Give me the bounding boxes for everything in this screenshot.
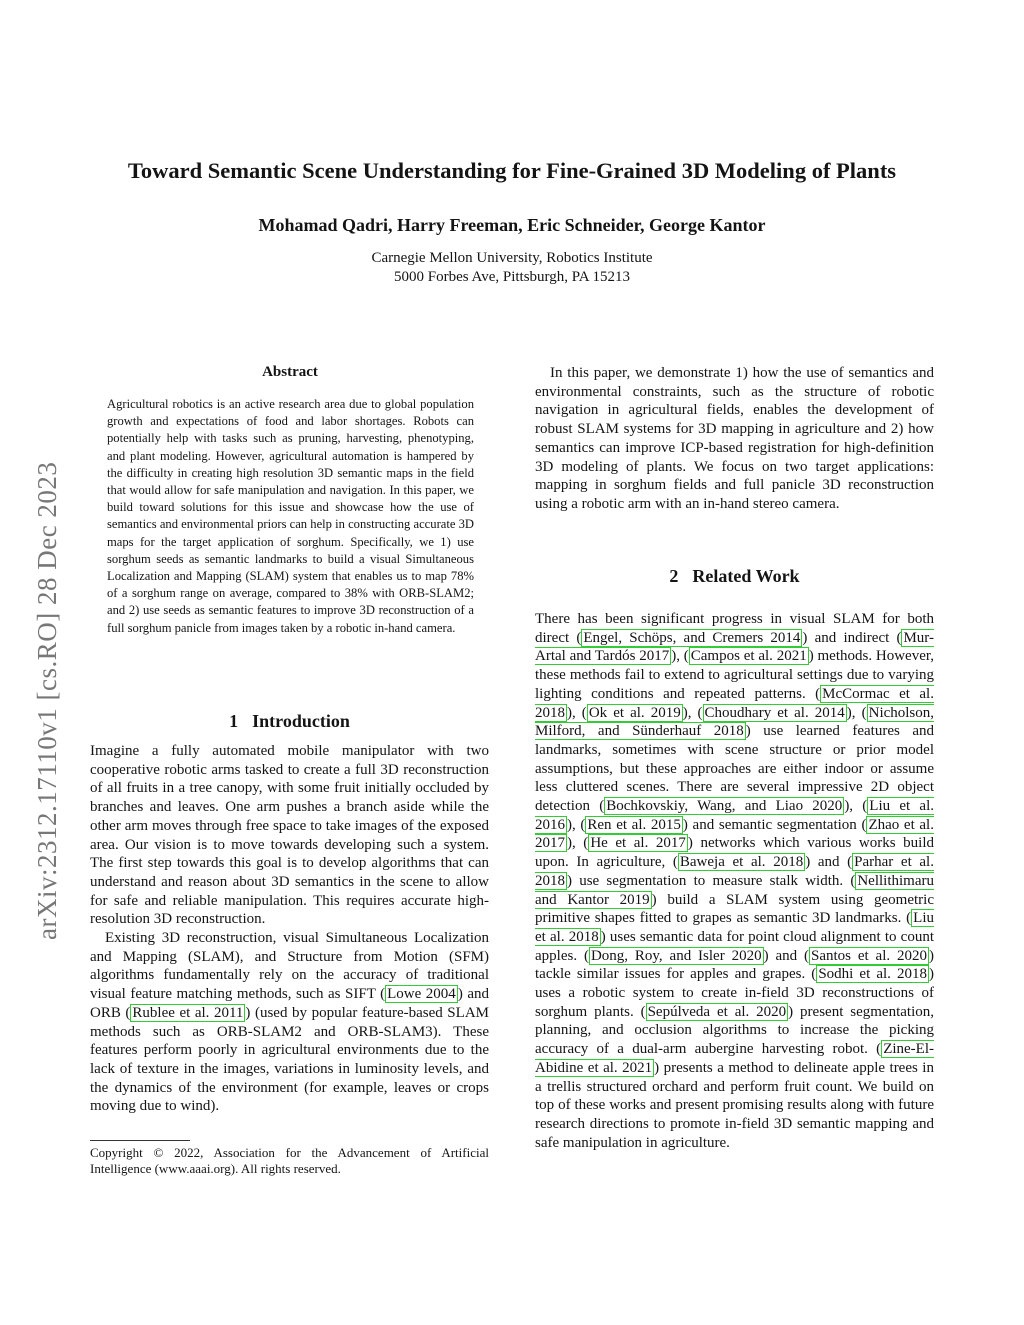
citation-link[interactable]: Campos et al. 2021 — [690, 648, 807, 665]
affiliation-line-1: Carnegie Mellon University, Robotics Institute — [371, 250, 653, 266]
citation-link[interactable]: Sepúlveda et al. 2020 — [647, 1003, 787, 1020]
copyright-notice: Copyright © 2022, Association for the Advancement of Artificial Intelligence (www.aaai.org). All rights reserved. — [90, 1145, 489, 1176]
citation-link[interactable]: Nellithimaru and Kantor 2019 — [535, 872, 934, 908]
citation-link[interactable]: Dong, Roy, and Isler 2020 — [590, 947, 762, 964]
citation-link[interactable]: Engel, Schöps, and Cremers 2014 — [583, 629, 801, 646]
citation-link[interactable]: Santos et al. 2020 — [810, 947, 927, 964]
arxiv-identifier: arXiv:2312.17110v1 [cs.RO] 28 Dec 2023 — [32, 461, 62, 940]
related-work-paragraph: There has been significant progress in visual SLAM for both direct ( Engel, Schöps, and Cremers 2014 ) and indirect ( Mur-Artal and Tardós 2017 ), ( Campos et al. 2021 ) methods. However, these methods fail to extend to agricultural settings due to varying lighting conditions and repeated patterns. ( McCormac et al. 2018 ), ( Ok et al. 2019 ), ( Choudhary et al. 2014 ), ( Nicholson, Milford, and Sünderhauf 2018 ) use learned features and landmarks, sometimes with scene structure or prior model assumptions, but these approaches are either indoor or assume less cluttered scenes. There are several impressive 2D object detection ( Bochkovskiy, Wang, and Liao 2020 ), ( Liu et al. 2016 ), ( Ren et al. 2015 ) and semantic segmentation ( Zhao et al. 2017 ), ( He et al. 2017 ) networks which various works build upon. In agriculture, ( Baweja et al. 2018 ) and ( Parhar et al. 2018 ) use segmentation to measure stalk width. ( Nellithimaru and Kantor 2019 ) build a SLAM system using geometric primitive shapes fitted to grapes as semantic 3D landmarks. ( Liu et al. 2018 ) uses semantic data for point cloud alignment to count apples. ( Dong, Roy, and Isler 2020 ) and ( Santos et al. 2020 ) tackle similar issues for apples and grapes. ( Sodhi et al. 2018 ) uses a robotic system to create in-field 3D reconstructions of sorghum plants. ( Sepúlveda et al. 2020 ) present segmentation, planning, and occlusion algorithms to increase the picking accuracy of a dual-arm aubergine harvesting robot. ( Zine-El-Abidine et al. 2021 ) presents a method to delineate apple trees in a trellis structured orchard and perform fruit count. We build on top of these works and present promising results along with future research directions to promote in-field 3D semantic mapping and safe manipulation in agriculture. — [535, 611, 935, 1151]
citation-link[interactable]: Rublee et al. 2011 — [132, 1004, 244, 1021]
abstract-text — [107, 396, 474, 637]
citation-link[interactable]: Sodhi et al. 2018 — [818, 966, 927, 983]
citation-link[interactable]: Ren et al. 2015 — [587, 816, 681, 833]
footnote-divider — [90, 1140, 190, 1141]
citation-link[interactable]: Lowe 2004 — [387, 986, 456, 1003]
intro-paragraph-2: Existing 3D reconstruction, visual Simultaneous Localization and Mapping (SLAM), and Structure from Motion (SFM) algorithms fundamentally rely on the accuracy of traditional visual feature matching methods, such as SIFT ( Lowe 2004 ) and ORB ( Rublee et al. 2011 ) (used by popular feature-based SLAM methods such as ORB-SLAM2 and ORB-SLAM3). These features perform poorly in agricultural environments due to the lack of texture in the images, variations in luminosity levels, and the dynamics of the environment (for example, leaves or crops moving due to wind). — [90, 930, 489, 1115]
citation-link[interactable]: Nicholson, Milford, and Sünderhauf 2018 — [535, 704, 935, 740]
section-heading-related-work — [535, 566, 934, 587]
intro-paragraph-1: Imagine a fully automated mobile manipulator with two cooperative robotic arms tasked to create a full 3D reconstruction of all fruits in a tree canopy, with some fruit initially occluded by branches and leaves. One arm pushes a branch aside while the other arm moves through free space to take images of the exposed area. Our vision is to move towards developing such a system. The first step towards this goal is to develop algorithms that can understand and reason about 3D semantics in the scene to allow for safe and reliable manipulation. This requires accurate high-resolution 3D reconstruction. — [90, 743, 489, 928]
paper-title: Toward Semantic Scene Understanding for Fine-Grained 3D Modeling of Plants — [127, 158, 897, 183]
affiliation-line-2: 5000 Forbes Ave, Pittsburgh, PA 15213 — [393, 269, 630, 285]
related-work-body — [535, 610, 934, 1152]
citation-link[interactable]: Baweja et al. 2018 — [679, 854, 804, 871]
citation-link[interactable]: He et al. 2017 — [590, 835, 686, 852]
citation-link[interactable]: Zhao et al. 2017 — [535, 816, 934, 852]
section-title: Related Work — [692, 566, 800, 586]
citation-link[interactable]: Choudhary et al. 2014 — [704, 704, 845, 721]
introduction-body — [90, 742, 489, 1116]
citation-link[interactable]: Mur-Artal and Tardós 2017 — [535, 629, 934, 665]
section-heading-introduction — [90, 711, 489, 732]
section-number: 1 — [229, 711, 239, 731]
citation-link[interactable]: McCormac et al. 2018 — [535, 685, 934, 721]
author-list: Mohamad Qadri, Harry Freeman, Eric Schneider, George Kantor — [258, 215, 766, 235]
right-intro-paragraph: In this paper, we demonstrate 1) how the use of semantics and environmental constraints, such as the structure of robotic navigation in agricultural fields, enables the development of robust SLAM systems for 3D mapping in agriculture and 2) how semantics can improve ICP-based registration for high-definition 3D modeling of plants. We focus on two target applications: mapping in sorghum fields and full panicle 3D reconstruction using a robotic arm with an in-hand stereo camera. — [535, 365, 934, 512]
affiliation — [60, 249, 964, 287]
citation-link[interactable]: Bochkovskiy, Wang, and Liao 2020 — [606, 798, 843, 815]
citation-link[interactable]: Ok et al. 2019 — [588, 704, 681, 721]
citation-link[interactable]: Liu et al. 2016 — [535, 798, 934, 833]
abstract-paragraph: Agricultural robotics is an active research area due to global population growth and expectations of food and labor shortages. Robots can potentially help with tasks such as pruning, harvesting, phenotyping, and plant modeling. However, agricultural automation is hampered by the difficulty in creating high resolution 3D semantic maps in the field that would allow for safe manipulation and navigation. In this paper, we build toward solutions for this issue and showcase how the use of semantics and environmental priors can help in constructing accurate 3D maps for the target application of sorghum. Specifically, we 1) use sorghum seeds as semantic landmarks to build a visual Simultaneous Localization and Mapping (SLAM) system that enables us to map 78% of a sorghum range on average, compared to 38% with ORB-SLAM2; and 2) use seeds as semantic features to improve 3D reconstruction of a full sorghum panicle from images taken by a robotic in-hand camera. — [107, 397, 474, 635]
abstract-heading: Abstract — [262, 364, 318, 380]
citation-link[interactable]: Liu et al. 2018 — [535, 910, 934, 945]
section-title: Introduction — [252, 711, 350, 731]
citation-link[interactable]: Zine-El-Abidine et al. 2021 — [535, 1041, 934, 1076]
citation-link[interactable]: Parhar et al. 2018 — [535, 854, 934, 889]
section-number: 2 — [669, 566, 679, 586]
